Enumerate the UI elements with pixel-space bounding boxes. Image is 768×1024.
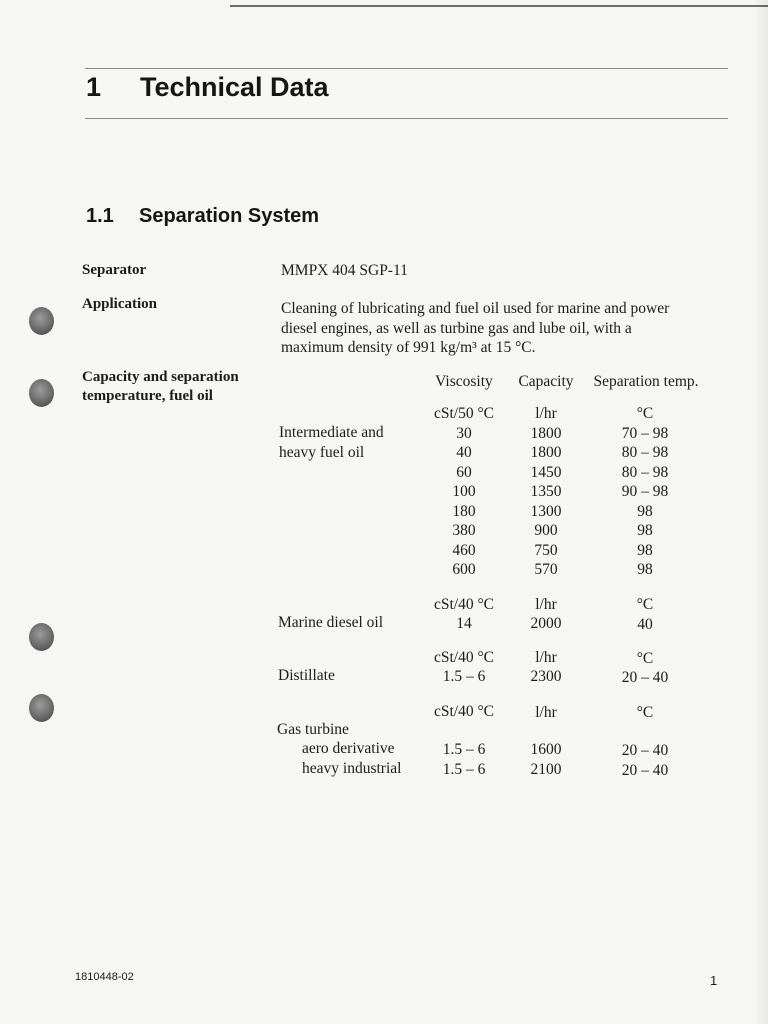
cell-viscosity: 1.5 – 6 xyxy=(442,761,486,778)
unit-temp: °C xyxy=(636,704,654,721)
cell-viscosity: 100 xyxy=(452,483,476,500)
unit-capacity: l/hr xyxy=(535,596,557,613)
unit-viscosity: cSt/50 °C xyxy=(433,405,495,422)
cell-capacity: 1800 xyxy=(530,425,562,442)
cell-capacity: 1300 xyxy=(530,503,562,520)
cell-temp: 40 xyxy=(637,616,653,633)
section-title: Separation System xyxy=(139,205,320,227)
cell-capacity: 570 xyxy=(534,561,558,578)
cell-temp: 98 xyxy=(637,522,653,539)
cell-capacity: 1450 xyxy=(530,464,562,481)
cell-capacity: 750 xyxy=(534,542,558,559)
page-shadow xyxy=(754,0,768,1024)
cell-viscosity: 40 xyxy=(456,444,472,461)
unit-viscosity: cSt/40 °C xyxy=(433,596,495,613)
section-number: 1.1 xyxy=(86,205,114,227)
header-viscosity: Viscosity xyxy=(435,373,493,390)
cell-viscosity: 180 xyxy=(452,503,476,520)
unit-temp: °C xyxy=(636,596,654,613)
cell-capacity: 1800 xyxy=(530,444,562,461)
page-edge xyxy=(230,5,768,7)
cell-temp: 20 – 40 xyxy=(621,669,669,686)
cell-capacity: 900 xyxy=(534,522,558,539)
chapter-title: Technical Data xyxy=(140,72,329,102)
unit-viscosity: cSt/40 °C xyxy=(433,649,495,666)
application-label: Application xyxy=(82,296,158,312)
application-line: diesel engines, as well as turbine gas and lube oil, with a xyxy=(281,319,632,337)
cell-viscosity: 1.5 – 6 xyxy=(442,741,486,758)
cell-capacity: 2300 xyxy=(530,668,562,685)
binder-hole xyxy=(29,694,54,722)
cell-temp: 80 – 98 xyxy=(621,464,669,481)
cell-viscosity: 380 xyxy=(452,522,476,539)
cell-temp: 98 xyxy=(637,503,653,520)
separator-label: Separator xyxy=(82,262,147,278)
cell-capacity: 2000 xyxy=(530,615,562,632)
cell-viscosity: 1.5 – 6 xyxy=(442,668,486,685)
cell-temp: 98 xyxy=(637,561,653,578)
unit-capacity: l/hr xyxy=(535,405,557,422)
cell-temp: 90 – 98 xyxy=(621,483,669,500)
unit-temp: °C xyxy=(636,405,654,422)
document-id: 1810448-02 xyxy=(75,971,134,983)
cell-temp: 20 – 40 xyxy=(621,762,669,779)
cell-temp: 80 – 98 xyxy=(621,444,669,461)
cell-capacity: 2100 xyxy=(530,761,562,778)
cell-temp: 70 – 98 xyxy=(621,425,669,442)
cell-temp: 98 xyxy=(637,542,653,559)
application-text xyxy=(281,299,669,358)
row-label: Distillate xyxy=(278,667,335,684)
row-label: Marine diesel oil xyxy=(278,614,384,631)
page-number: 1 xyxy=(710,973,718,988)
chapter-rule-bottom xyxy=(85,118,728,119)
group-label xyxy=(279,423,384,462)
cell-temp: 20 – 40 xyxy=(621,742,669,759)
cell-capacity: 1350 xyxy=(530,483,562,500)
header-separation-temp: Separation temp. xyxy=(593,373,699,390)
binder-hole xyxy=(29,379,54,407)
cell-viscosity: 60 xyxy=(456,464,472,481)
unit-capacity: l/hr xyxy=(535,649,557,666)
application-line: Cleaning of lubricating and fuel oil used for marine and power xyxy=(281,300,670,317)
unit-viscosity: cSt/40 °C xyxy=(433,703,495,720)
cell-capacity: 1600 xyxy=(530,741,562,758)
chapter-number: 1 xyxy=(86,72,102,102)
binder-hole xyxy=(29,307,54,335)
capacity-label-line: temperature, fuel oil xyxy=(82,388,213,404)
cell-viscosity: 30 xyxy=(456,425,472,442)
header-capacity: Capacity xyxy=(518,373,574,390)
group-label-line: heavy fuel oil xyxy=(279,443,365,461)
cell-viscosity: 600 xyxy=(452,561,476,578)
capacity-label xyxy=(82,368,239,406)
row-label: aero derivative xyxy=(302,740,395,757)
unit-capacity: l/hr xyxy=(535,704,557,721)
capacity-label-line: Capacity and separation xyxy=(82,369,239,385)
unit-temp: °C xyxy=(636,650,654,667)
binder-hole xyxy=(29,623,54,651)
cell-viscosity: 14 xyxy=(456,615,472,632)
separator-value: MMPX 404 SGP-11 xyxy=(281,262,408,279)
group-label-line: Intermediate and xyxy=(279,424,384,441)
chapter-rule-top xyxy=(85,68,728,69)
group-label: Gas turbine xyxy=(277,721,349,738)
cell-viscosity: 460 xyxy=(452,542,476,559)
row-label: heavy industrial xyxy=(302,760,402,777)
application-line: maximum density of 991 kg/m³ at 15 °C. xyxy=(281,339,536,356)
